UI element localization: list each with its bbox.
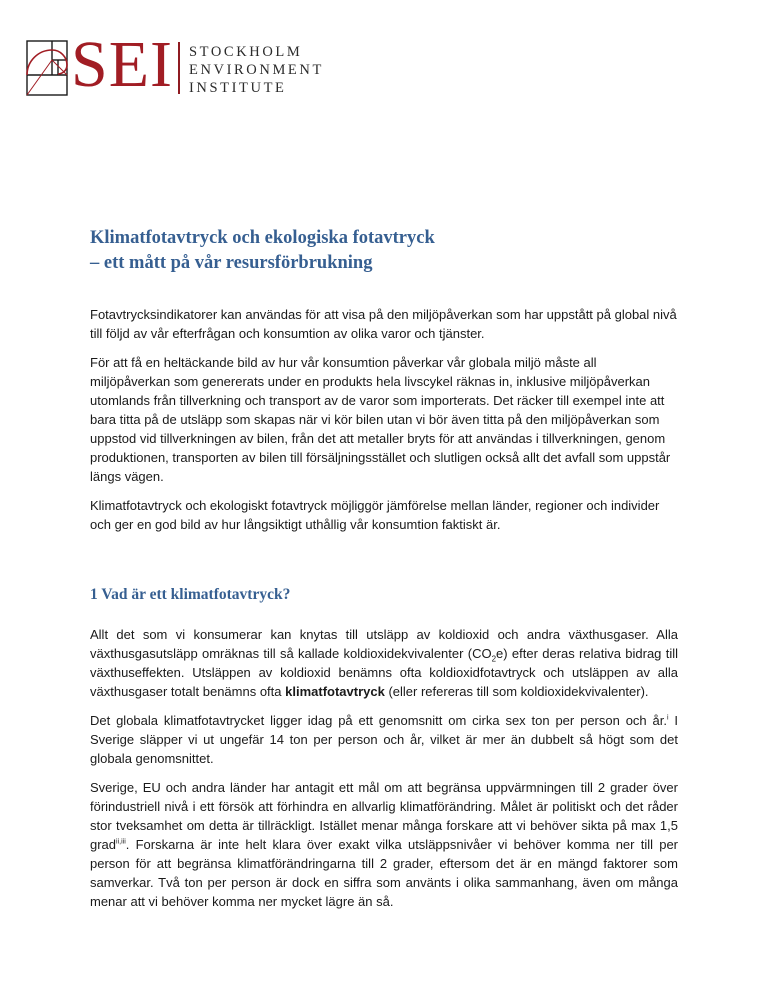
subscript-2: 2 bbox=[491, 654, 497, 664]
intro-paragraph-2: För att få en heltäckande bild av hur vår konsumtion påverkar vår globala miljö måste all miljöpåverkan som genererats under en produkts hela livscykel räknas in, inklusive miljöpåverkan utomlands från tillverkning och transport av de varor som importerats. Det räcker till exempel inte att bara titta på de utsläpp som skapas när vi kör bilen utan vi bör även titta på den miljöpåverkan som uppstod vid tillverkningen av bilen, från det att metaller bryts för att användas i tillverkningen, genom produktionen, transporten av bilen till försäljningsstället och slutligen också allt det avfall som uppstår längs vägen. bbox=[90, 355, 671, 484]
section-1-heading: 1 Vad är ett klimatfotavtryck? bbox=[90, 586, 291, 603]
text-run: (eller refereras till som koldioxidekvivalenter). bbox=[384, 684, 649, 699]
text-run: Det globala klimatfotavtrycket ligger idag på ett genomsnitt om cirka sex ton per person och år. bbox=[90, 713, 667, 728]
logo-wordmark bbox=[189, 43, 324, 97]
section-1-paragraph-3 bbox=[90, 778, 678, 911]
endnote-ref-ii-iii[interactable]: ii,iii bbox=[116, 838, 126, 846]
text-run: Sverige, EU och andra länder har antagit ett mål om att begränsa uppvärmningen till 2 grader över förindustriell nivå i ett försök att förhindra en allvarlig klimatförändring. Målet är politiskt och det råder stor tveksamhet om detta är tillräckligt. Istället menar många forskare att vi behöver sikta på max 1,5 grad bbox=[90, 780, 678, 852]
text-run: . Forskarna är inte helt klara över exakt vilka utsläppsnivåer vi behöver komma ner till per person för att begränsa klimatförändringarna till 2 grader, eftersom det är en mängd faktorer som samverkar. Två ton per person är dock en siffra som använts i olika sammanhang, även om många menar att vi behöver komma ner mycket lägre än så. bbox=[90, 837, 678, 909]
title-line-2: – ett mått på vår resursförbrukning bbox=[90, 253, 373, 273]
title-line-1: Klimatfotavtryck och ekologiska fotavtryck bbox=[90, 228, 435, 248]
text-run: I Sverige släpper vi ut ungefär 14 ton per person och år, vilket är mer än dubbelt så högt som det globala genomsnittet. bbox=[90, 713, 678, 766]
text-run: Allt det som vi konsumerar kan knytas till utsläpp av koldioxid och andra växthusgaser. Alla växthusgasutsläpp omräknas till så kallade koldioxidekvivalenter (CO bbox=[90, 627, 678, 661]
section-1-paragraph-2 bbox=[90, 711, 678, 768]
logo-letters: SEI bbox=[71, 28, 173, 101]
endnote-ref-i[interactable]: i bbox=[666, 714, 669, 722]
intro-paragraph-1: Fotavtrycksindikatorer kan användas för att visa på den miljöpåverkan som har uppstått på global nivå till följd av vår efterfrågan och konsumtion av olika varor och tjänster. bbox=[90, 307, 677, 341]
section-1-paragraph-1 bbox=[90, 625, 678, 701]
golden-spiral-icon bbox=[26, 40, 68, 96]
document-title bbox=[90, 226, 678, 276]
logo-divider bbox=[178, 42, 180, 94]
logo-line-environment: ENVIRONMENT bbox=[189, 62, 324, 78]
document-body bbox=[90, 226, 678, 911]
intro-paragraph-3: Klimatfotavtryck och ekologiskt fotavtryck möjliggör jämförelse mellan länder, regioner och individer och ger en god bild av hur långsiktigt uthållig vår konsumtion faktiskt är. bbox=[90, 498, 660, 532]
sei-logo bbox=[26, 28, 356, 101]
logo-line-stockholm: STOCKHOLM bbox=[189, 44, 303, 60]
text-run: e) efter deras relativa bidrag till växthuseffekten. Utsläppen av koldioxid benämns ofta koldioxidfotavtryck och utsläppen av alla växthusgaser totalt benämns ofta bbox=[90, 646, 678, 699]
logo-line-institute: INSTITUTE bbox=[189, 80, 287, 96]
bold-term-klimatfotavtryck: klimatfotavtryck bbox=[285, 684, 385, 699]
